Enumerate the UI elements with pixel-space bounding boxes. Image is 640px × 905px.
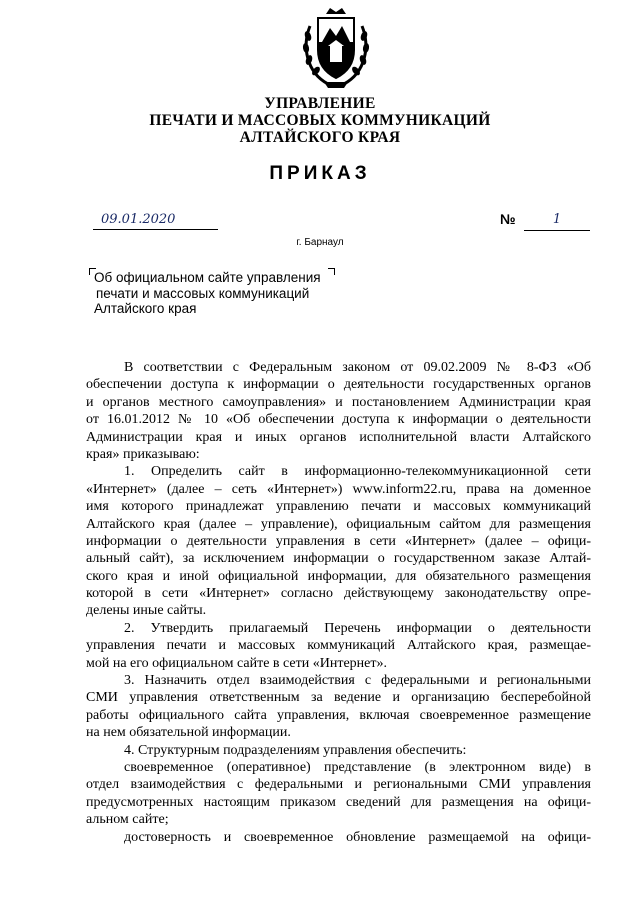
text-line: «Интернет» (далее – сеть «Интернет») www.inform22.ru, права на доменное (86, 481, 591, 497)
text-line: края» приказываю: (86, 446, 200, 462)
subject-line: Алтайского края (94, 301, 197, 316)
text-line: своевременное (оперативное) представление (в электронном виде) в (124, 759, 591, 775)
document-body (86, 359, 591, 846)
text-line: СМИ управления ответственным за ведение и организацию бесперебойной (86, 690, 591, 706)
altai-krai-coat-of-arms-icon (300, 6, 372, 90)
paragraph-preamble (86, 359, 591, 463)
document-subject (94, 270, 344, 317)
document-date: 09.01.2020 (93, 212, 218, 230)
text-line: имя которого принадлежат управлению печати и массовых коммуникаций (86, 499, 591, 515)
text-line: которой в сети «Интернет» согласно действующему законодательству опре- (86, 586, 591, 602)
text-line: обеспечении доступа к информации о деятельности государственных органов (86, 377, 591, 393)
paragraph-item-3 (86, 672, 591, 742)
text-line: от 16.01.2012 № 10 «Об обеспечении доступа к информации о деятельности (86, 412, 591, 428)
paragraph-item-4-subitem-1 (86, 759, 591, 829)
text-line: и органов местного самоуправления» и постановлением Администрации края (86, 394, 591, 410)
text-line: работы официального сайта управления, включая своевременное размещение (86, 707, 591, 723)
document-number: 1 (524, 212, 590, 231)
text-line: 1. Определить сайт в информационно-телекоммуникационной сети (124, 464, 591, 480)
paragraph-item-4-subitem-2 (86, 829, 591, 846)
document-number-label: № (500, 211, 516, 227)
text-line: Администрации края и иных органов исполнительной власти Алтайского (86, 429, 591, 445)
text-line: ского края и иной официальной информации, для обязательного размещения (86, 568, 591, 584)
text-line: на нем обязательной информации. (86, 725, 291, 741)
subject-line: Об официальном сайте управления (94, 270, 321, 285)
text-line: делены иные сайты. (86, 603, 207, 619)
text-line: достоверность и своевременное обновление размещаемой на офици- (124, 829, 591, 845)
text-line: 2. Утвердить прилагаемый Перечень информации о деятельности (124, 620, 591, 636)
document-city: г. Барнаул (296, 237, 344, 248)
text-line: Алтайского края (далее – управление), официальным сайтом для размещения (86, 516, 591, 532)
text-line: информации о деятельности управления в сети «Интернет» (далее – офици- (86, 533, 591, 549)
organization-name-line-2: ПЕЧАТИ И МАССОВЫХ КОММУНИКАЦИЙ (149, 112, 491, 129)
text-line: отдел взаимодействия с федеральными и региональными СМИ управления (86, 777, 591, 793)
text-line: 4. Структурным подразделениям управления обеспечить: (124, 742, 467, 758)
paragraph-item-2 (86, 620, 591, 672)
paragraph-item-1 (86, 463, 591, 620)
paragraph-item-4 (86, 742, 591, 759)
text-line: мой на его официальном сайте в сети «Интернет». (86, 655, 388, 671)
text-line: управления печати и массовых коммуникаций Алтайского края, размещае- (86, 638, 591, 654)
text-line: В соответствии с Федеральным законом от 09.02.2009 № 8-ФЗ «Об (124, 360, 591, 375)
text-line: 3. Назначить отдел взаимодействия с федеральными и региональными (124, 673, 591, 689)
text-line: предусмотренных настоящим приказом сведений для размещения на офици- (86, 794, 591, 810)
subject-line: печати и массовых коммуникаций (96, 285, 310, 301)
organization-name-line-1: УПРАВЛЕНИЕ (264, 95, 376, 112)
text-line: альном сайте; (86, 812, 169, 828)
document-title: ПРИКАЗ (269, 163, 371, 184)
text-line: альный сайт), за исключением информации о государственном заказе Алтай- (86, 551, 591, 567)
organization-name-line-3: АЛТАЙСКОГО КРАЯ (239, 129, 401, 146)
